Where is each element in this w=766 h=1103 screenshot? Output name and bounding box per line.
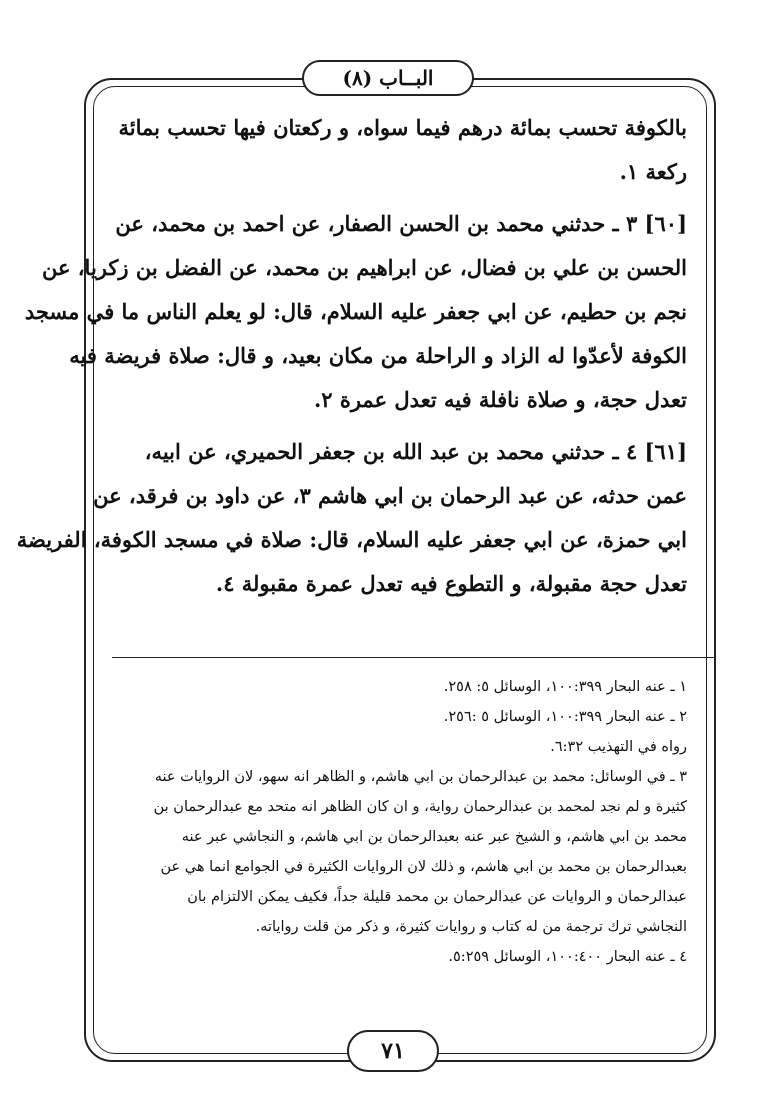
footnotes-block	[112, 672, 687, 972]
footnote-line: عبدالرحمان و الروايات عن عبدالرحمان بن محمد قليلة جداً، فكيف يمكن الالتزام بان	[187, 889, 687, 905]
body-line: تعدل حجة مقبولة، و التطوع فيه تعدل عمرة مقبولة ٤.	[215, 571, 687, 596]
body-line: ابي حمزة، عن ابي جعفر عليه السلام، قال: صلاة في مسجد الكوفة، الفريضة	[16, 527, 687, 552]
footnote-line: كثيرة و لم نجد لمحمد بن عبدالرحمان رواية، و ان كان الظاهر انه متحد مع عبدالرحمان بن	[153, 799, 687, 815]
body-line: [٦٠] ٣ ـ حدثني محمد بن الحسن الصفار، عن احمد بن محمد، عن	[115, 211, 687, 236]
page-number-badge	[347, 1030, 439, 1072]
body-line: تعدل حجة، و صلاة نافلة فيه تعدل عمرة ٢.	[313, 387, 687, 412]
footnote-line: ٤ ـ عنه البحار ١٠٠:٤٠٠، الوسائل ٥:٢٥٩.	[448, 949, 687, 965]
footnote-line: محمد بن ابي هاشم، و الشيخ عبر عنه بعبدالرحمان بن ابي هاشم، و النجاشي عبر عنه	[181, 829, 687, 845]
paragraph-gap	[112, 194, 687, 202]
body-line: الحسن بن علي بن فضال، عن ابراهيم بن محمد، عن الفضل بن زكريا، عن	[41, 255, 687, 280]
main-text-block	[16, 106, 687, 606]
footnote-line: ٢ ـ عنه البحار ١٠٠:٣٩٩، الوسائل ٥ :٢٥٦.	[443, 709, 687, 725]
chapter-header	[302, 60, 474, 96]
body-line: نجم بن حطيم، عن ابي جعفر عليه السلام، قال: لو يعلم الناس ما في مسجد	[24, 299, 687, 324]
footnote-line: النجاشي ترك ترجمة من له كتاب و روايات كثيرة، و ذكر من قلت رواياته.	[255, 919, 687, 935]
footnote-line: ٣ ـ في الوسائل: محمد بن عبدالرحمان بن ابي هاشم، و الظاهر انه سهو، لان الروايات عنه	[154, 769, 687, 785]
footnote-line: رواه في التهذيب ٦:٣٢.	[550, 739, 687, 755]
body-line: ركعة ١.	[619, 159, 687, 184]
footnote-line: بعبدالرحمان بن محمد بن ابي هاشم، و ذلك لان الروايات الكثيرة في الجوامع انما هي عن	[160, 859, 687, 875]
footnote-line: ١ ـ عنه البحار ١٠٠:٣٩٩، الوسائل ٥: ٢٥٨.	[443, 679, 687, 695]
body-line: بالكوفة تحسب بمائة درهم فيما سواه، و ركعتان فيها تحسب بمائة	[118, 115, 687, 140]
paragraph-gap	[112, 422, 687, 430]
footnote-separator	[112, 657, 715, 658]
body-line: [٦١] ٤ ـ حدثني محمد بن عبد الله بن جعفر الحميري، عن ابيه،	[144, 439, 687, 464]
chapter-title: البــاب (٨)	[342, 66, 434, 90]
page-number: ٧١	[381, 1038, 405, 1064]
body-line: الكوفة لأعدّوا له الزاد و الراحلة من مكان بعيد، و قال: صلاة فريضة فيه	[69, 343, 687, 368]
body-line: عمن حدثه، عن عبد الرحمان بن ابي هاشم ٣، عن داود بن فرقد، عن	[93, 483, 687, 508]
